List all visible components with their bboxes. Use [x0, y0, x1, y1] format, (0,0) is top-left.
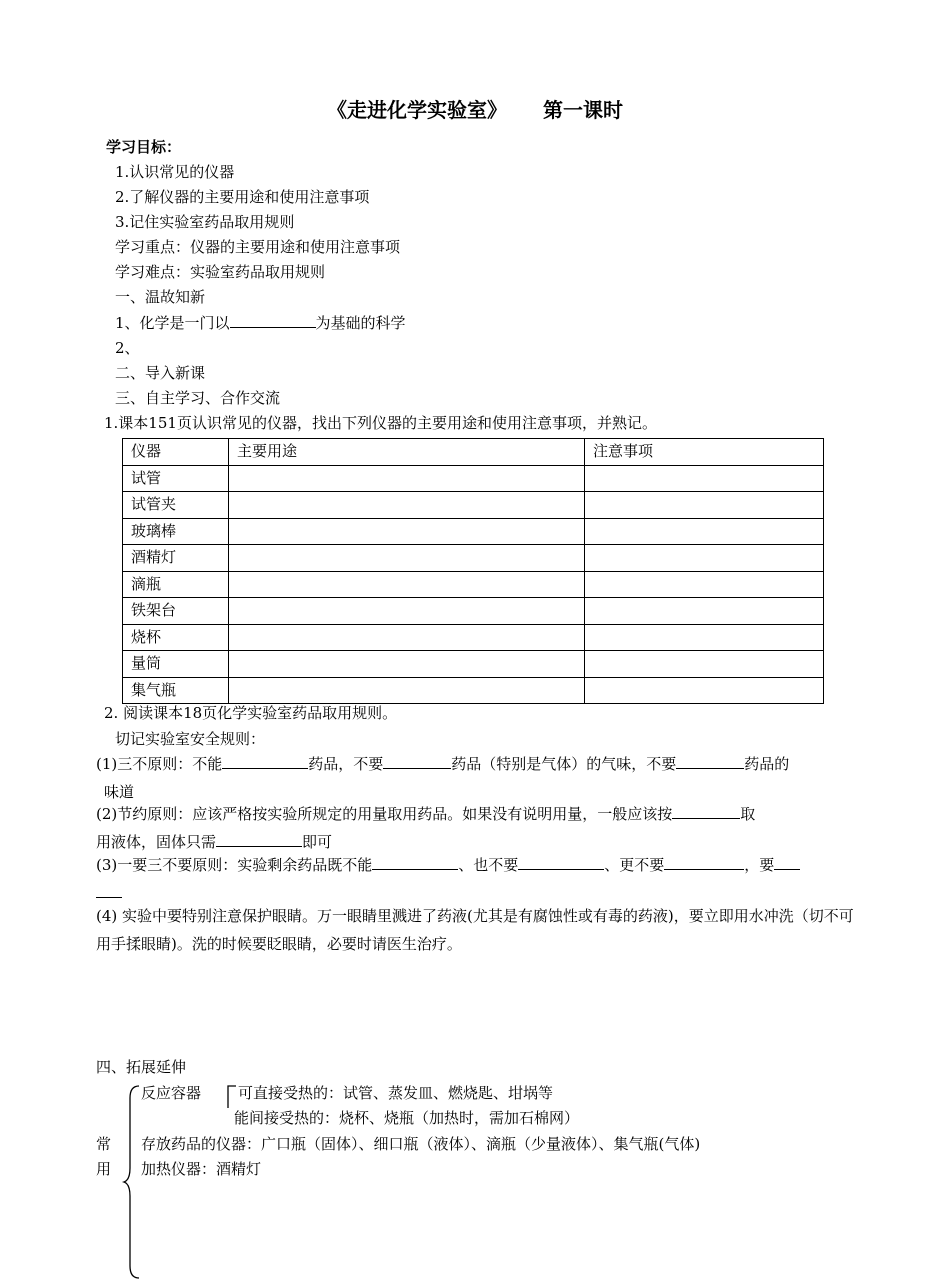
rule-3-text-d: ，要	[744, 856, 775, 874]
side-label-2: 用	[96, 1160, 112, 1178]
instrument-name-cell: 铁架台	[123, 598, 229, 625]
indirect-heat-line: 能间接受热的：烧杯、烧瓶（加热时，需加石棉网）	[234, 1109, 580, 1127]
rule-2-text-b: 取	[740, 805, 756, 823]
instrument-name-cell: 试管夹	[123, 492, 229, 519]
inner-bracket	[228, 1086, 236, 1108]
review-q1-suffix: 为基础的科学	[315, 314, 406, 332]
study-focus: 学习重点：仪器的主要用途和使用注意事项	[115, 238, 401, 256]
column-header: 主要用途	[229, 439, 585, 466]
rule-1-text-b: 药品，不要	[308, 755, 384, 773]
rule-2-text-d: 即可	[302, 833, 333, 851]
rule-3-text-b: 、也不要	[458, 856, 519, 874]
task-2: 2. 阅读课本18页化学实验室药品取用规则。	[104, 704, 398, 722]
rule-3-text-c: 、更不要	[604, 856, 665, 874]
rule-2-text-a: (2)节约原则：应该严格按实验所规定的用量取用药品。如果没有说明用量，一般应该按	[96, 805, 673, 823]
instrument-name-cell: 集气瓶	[123, 677, 229, 704]
objective-3: 3.记住实验室药品取用规则	[115, 213, 295, 231]
side-label-1: 常	[96, 1135, 112, 1153]
rule-1-text-e: 味道	[104, 783, 135, 801]
column-header: 注意事项	[585, 439, 824, 466]
objective-2: 2.了解仪器的主要用途和使用注意事项	[115, 188, 370, 206]
title-lesson: 第一课时	[543, 98, 623, 122]
heating-line: 加热仪器：酒精灯	[141, 1160, 262, 1178]
outer-brace	[124, 1086, 139, 1278]
safety-heading: 切记实验室安全规则：	[115, 730, 266, 748]
objectives-heading: 学习目标：	[106, 138, 182, 156]
rule-1-text-a: (1)三不原则：不能	[96, 755, 223, 773]
review-question-2: 2、	[115, 339, 140, 357]
section-intro: 二、导入新课	[115, 364, 206, 382]
instrument-name-cell: 酒精灯	[123, 545, 229, 572]
reaction-container-label: 反应容器	[141, 1084, 202, 1102]
rule-3-text-a: (3)一要三不要原则：实验剩余药品既不能	[96, 856, 373, 874]
instrument-name-cell: 玻璃棒	[123, 518, 229, 545]
instrument-name-cell: 烧杯	[123, 624, 229, 651]
review-q1-prefix: 1、化学是一门以	[115, 314, 230, 332]
direct-heat-line: 可直接受热的：试管、蒸发皿、燃烧匙、坩埚等	[238, 1084, 554, 1102]
instrument-name-cell: 量筒	[123, 651, 229, 678]
task-1: 1.课本151页认识常见的仪器，找出下列仪器的主要用途和使用注意事项，并熟记。	[104, 414, 657, 432]
rule-2-text-c: 用液体，固体只需	[96, 833, 217, 851]
storage-line: 存放药品的仪器：广口瓶（固体）、细口瓶（液体）、滴瓶（少量液体）、集气瓶(气体)	[141, 1135, 701, 1153]
column-header: 仪器	[123, 439, 229, 466]
instrument-name-cell: 滴瓶	[123, 571, 229, 598]
review-heading: 一、温故知新	[115, 288, 206, 306]
rule-1-text-c: 药品（特别是气体）的气味，不要	[451, 755, 677, 773]
extension-heading: 四、拓展延伸	[96, 1058, 187, 1076]
instrument-name-cell: 试管	[123, 465, 229, 492]
objective-1: 1.认识常见的仪器	[115, 163, 235, 181]
title-main: 《走进化学实验室》	[327, 98, 507, 122]
rule-1-text-d: 药品的	[744, 755, 790, 773]
rule-4: (4) 实验中要特别注意保护眼睛。万一眼睛里溅进了药液(尤其是有腐蚀性或有毒的药液)，要立即用水冲洗（切不可用手揉眼睛)。洗的时候要眨眼睛，必要时请医生治疗。	[96, 907, 854, 953]
section-self-study: 三、自主学习、合作交流	[115, 389, 281, 407]
study-difficulty: 学习难点：实验室药品取用规则	[115, 263, 326, 281]
